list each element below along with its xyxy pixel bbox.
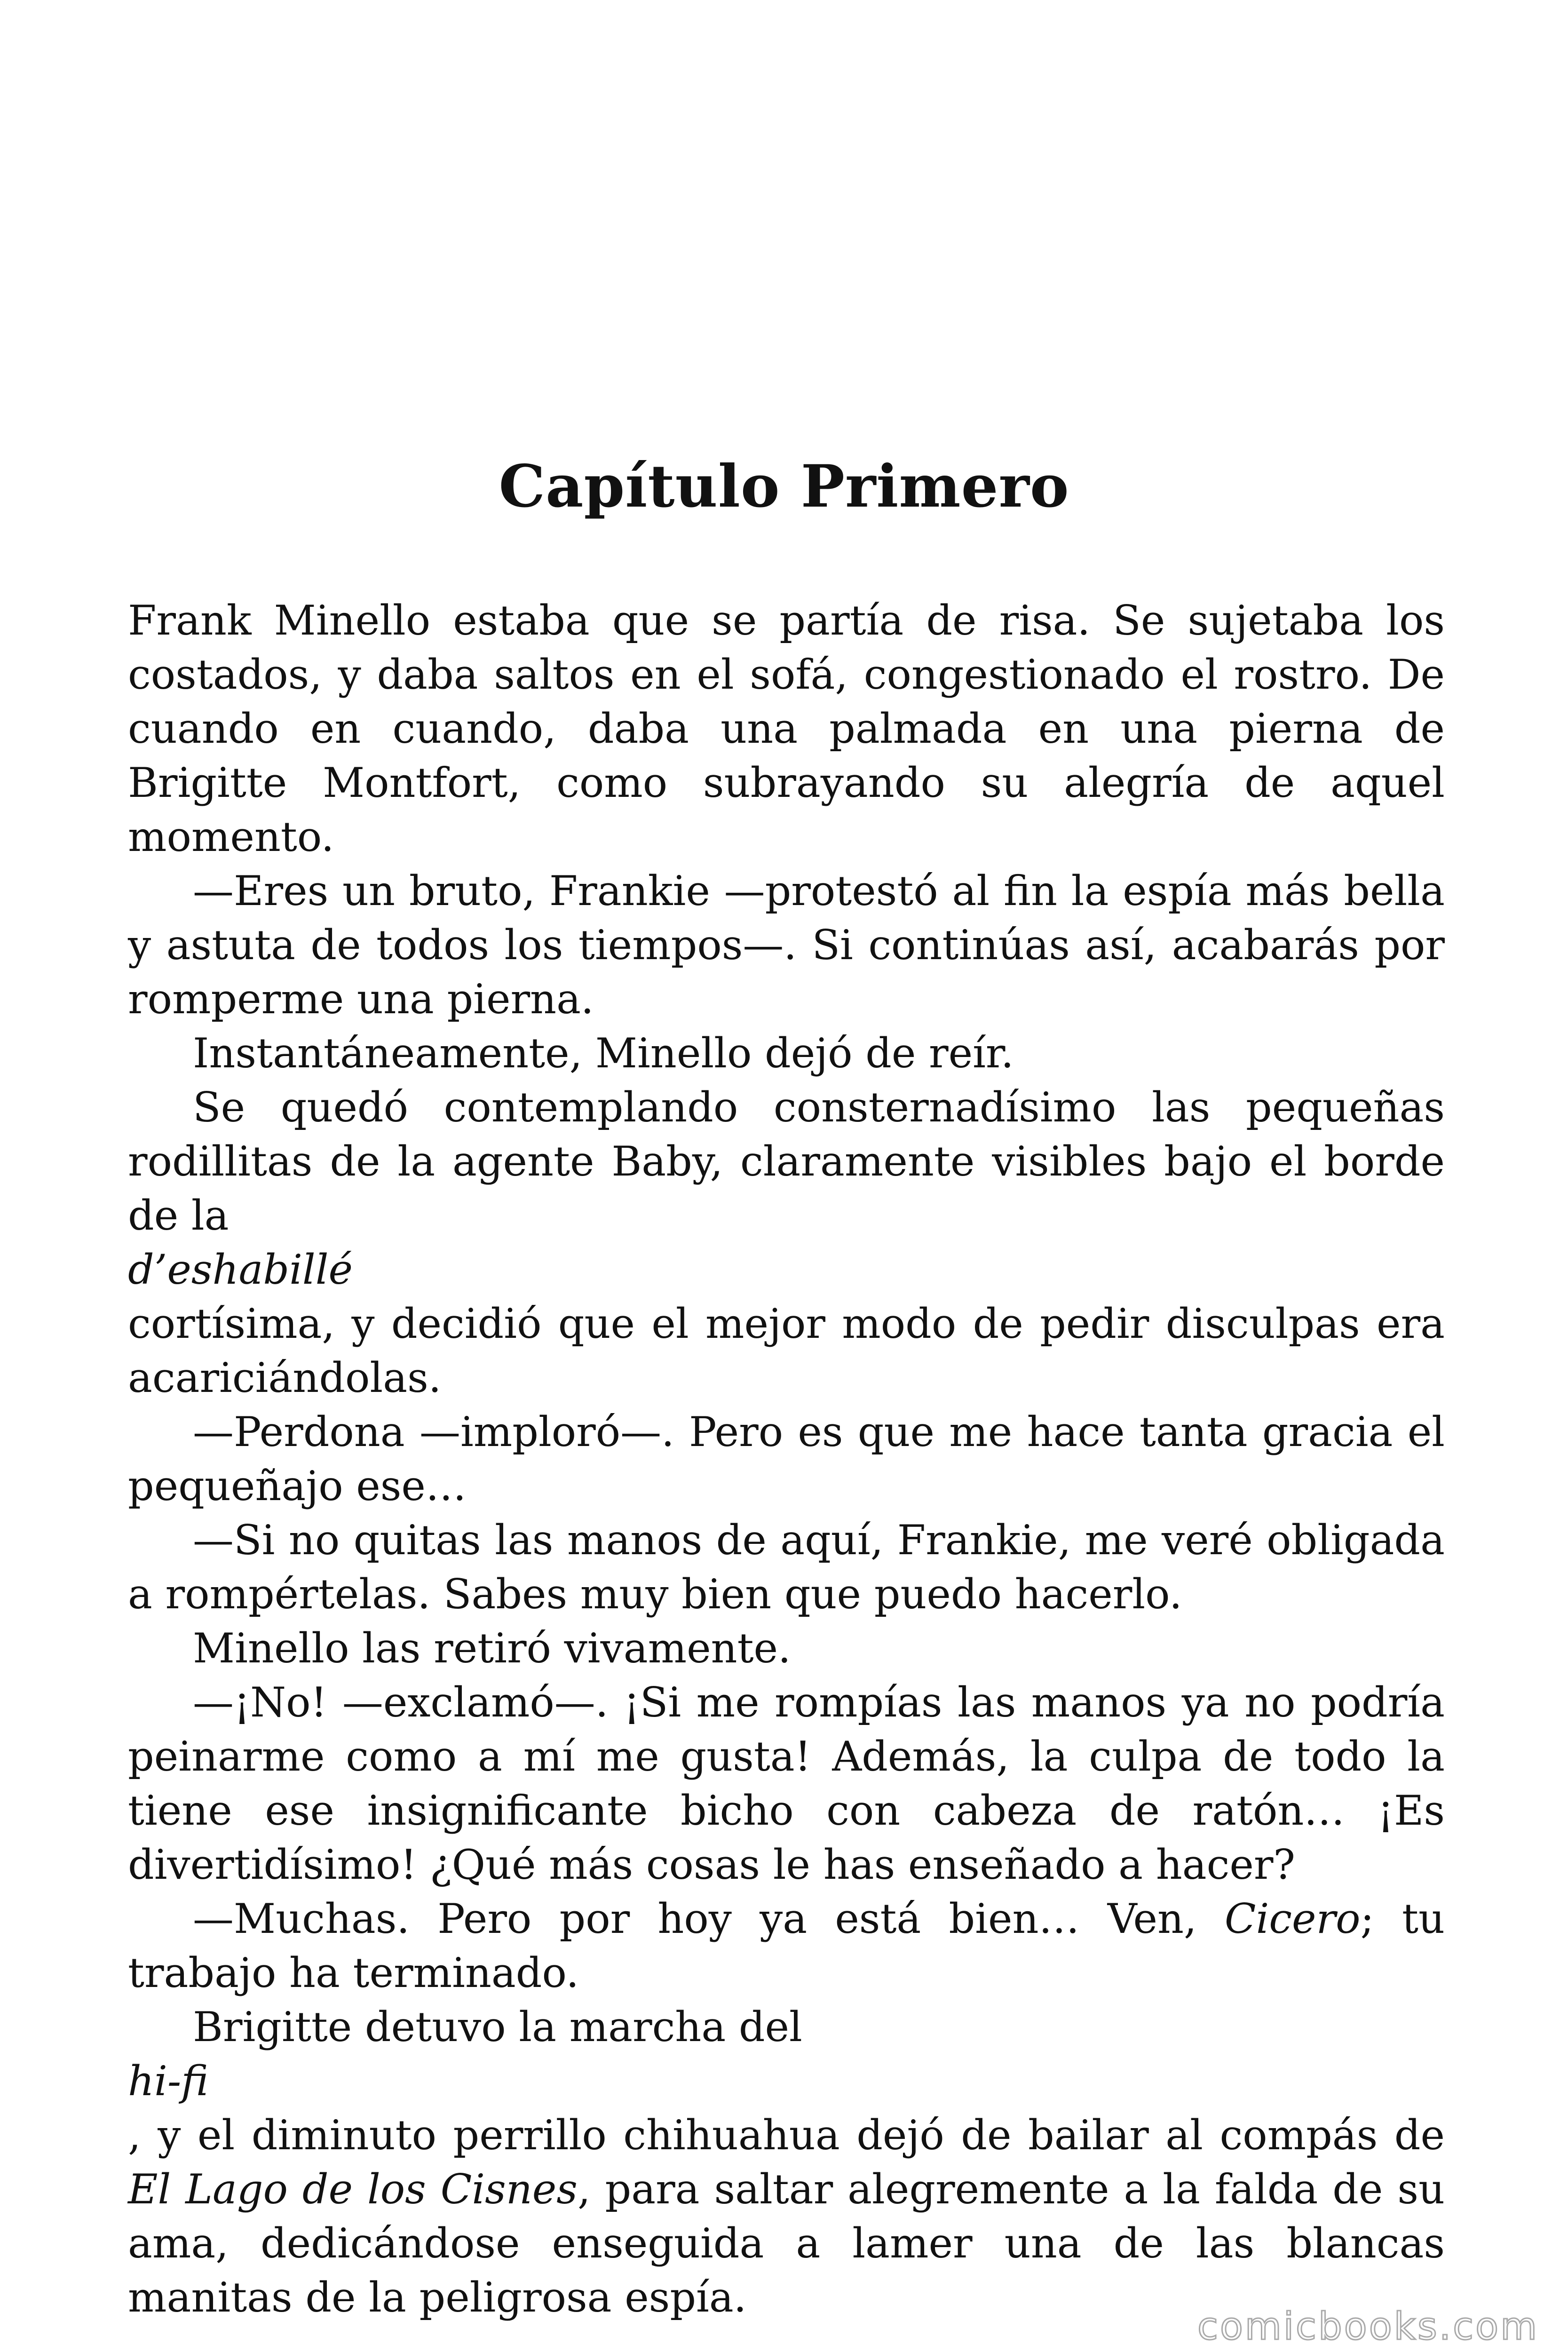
paragraph: Instantáneamente, Minello dejó de reír. (193, 1029, 1014, 1077)
paragraph: Se quedó contemplando consternadísimo las pequeñas rodillitas de la agente Baby, claramente visibles bajo el borde de la (128, 1083, 1445, 1240)
paragraph: Frank Minello estaba que se partía de risa. Se sujetaba los costados, y daba saltos en el sofá, congestionado el rostro. De cuando en cuando, daba una palmada en una pierna de Brigitte Montfort, como subrayando su alegría de aquel momento. (128, 596, 1445, 861)
watermark: comicbooks.com (1197, 2304, 1539, 2348)
chapter-body (128, 594, 1445, 2325)
paragraph: —Eres un bruto, Frankie —protestó al fin la espía más bella y astuta de todos los tiempos—. Si continúas así, acabarás por romperme una pierna. (128, 867, 1445, 1023)
paragraph-italic-term (128, 1243, 1445, 1297)
paragraph (128, 2108, 1445, 2325)
paragraph: cortísima, y decidió que el mejor modo de pedir disculpas era acariciándolas. (128, 1300, 1445, 1402)
paragraph-text: —Muchas. Pero por hoy ya está bien… Ven, (193, 1895, 1225, 1943)
italic-name: Cicero (1224, 1895, 1361, 1943)
paragraph-text: , para saltar alegremente a la falda de su ama, dedicándose enseguida a lamer una de las blancas manitas de la peligrosa espía. (128, 2165, 1445, 2321)
chapter-title: Capítulo Primero (499, 453, 1069, 521)
paragraph: —Perdona —imploró—. Pero es que me hace tanta gracia el pequeñajo ese… (128, 1408, 1445, 1510)
paragraph: Brigitte detuvo la marcha del (193, 2003, 802, 2051)
paragraph-text: ; tu trabajo ha terminado. (128, 1895, 1445, 1997)
paragraph-text: , y el diminuto perrillo chihuahua dejó de bailar al compás de (128, 2111, 1445, 2159)
paragraph: Minello las retiró vivamente. (193, 1624, 791, 1672)
italic-title: El Lago de los Cisnes (128, 2165, 578, 2213)
paragraph-italic-term (128, 2054, 1445, 2108)
paragraph: —¡No! —exclamó—. ¡Si me rompías las manos ya no podría peinarme como a mí me gusta! Además, la culpa de todo la tiene ese insignificante bicho con cabeza de ratón… ¡Es divertidísimo! ¿Qué más cosas le has enseñado a hacer? (128, 1678, 1445, 1889)
italic-term: d’eshabillé (128, 1246, 353, 1294)
paragraph: —Si no quitas las manos de aquí, Frankie, me veré obligada a rompértelas. Sabes muy bien que puedo hacerlo. (128, 1516, 1445, 1618)
paragraph (128, 1892, 1445, 2000)
italic-term: hi-fi (128, 2057, 209, 2105)
